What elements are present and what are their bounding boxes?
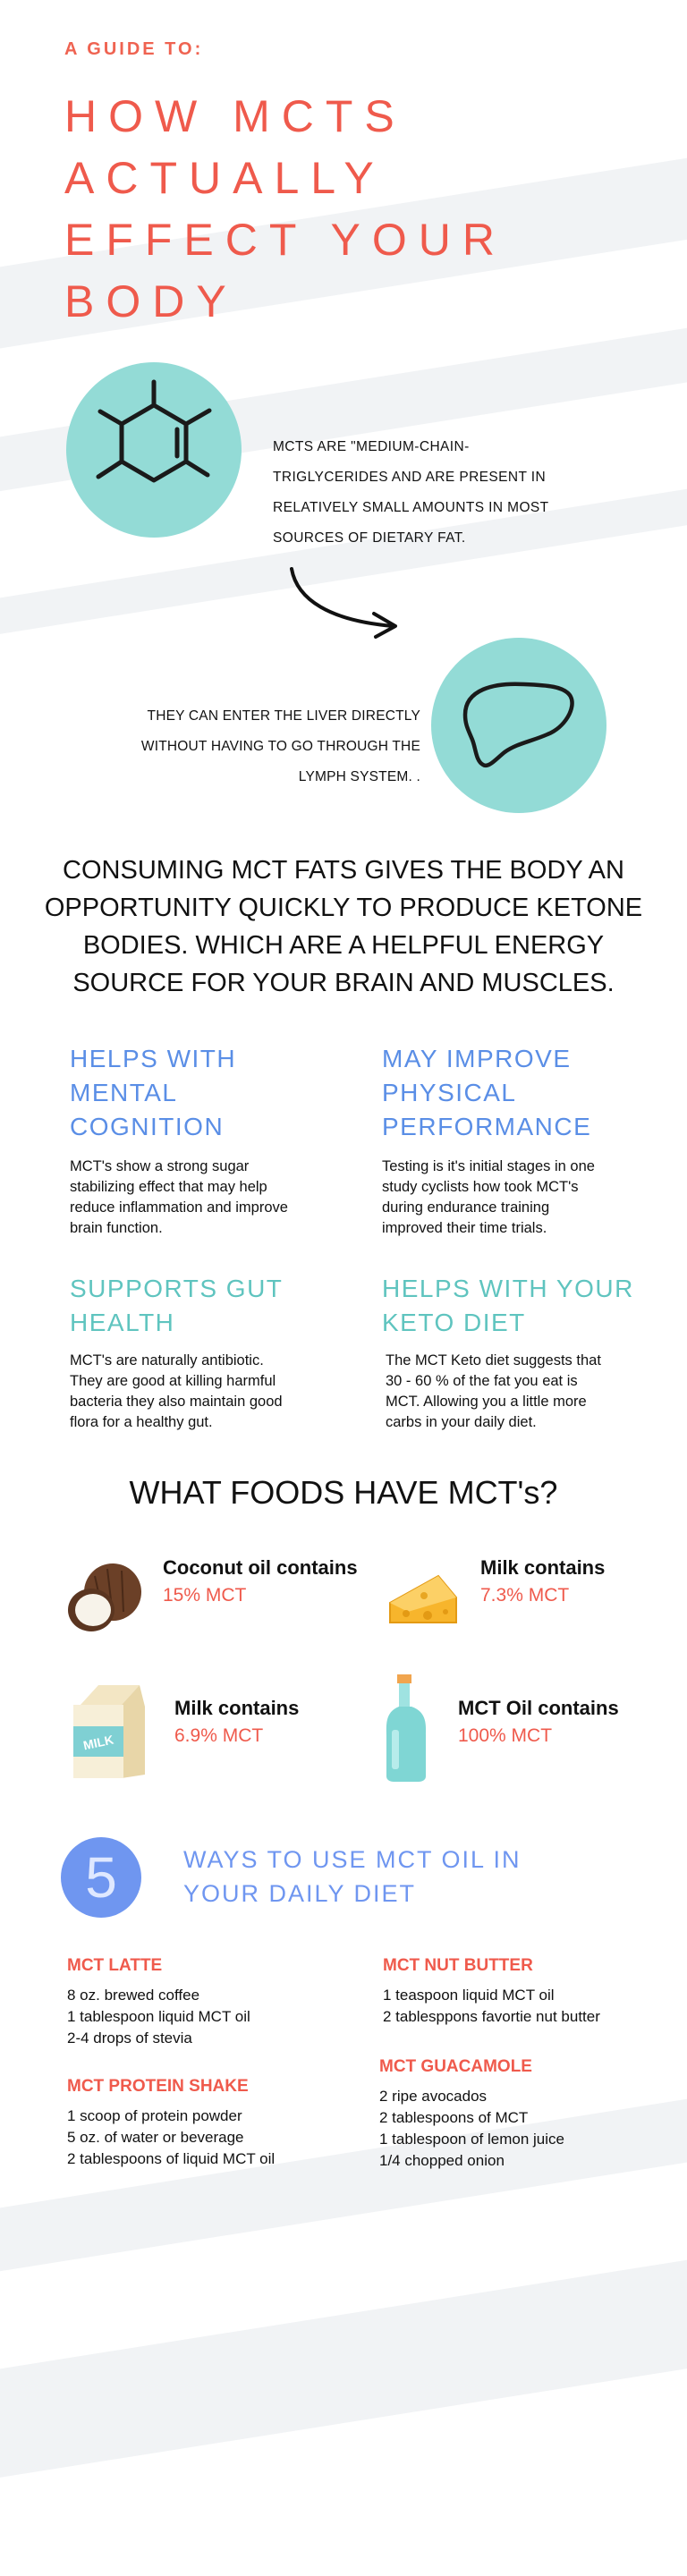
recipe-mct-protein-shake bbox=[67, 2077, 275, 2170]
recipe-mct-nut-butter bbox=[383, 1956, 600, 2028]
benefit-text-line: MCT's show a strong sugar bbox=[70, 1158, 250, 1174]
food-name: Coconut oil contains bbox=[163, 1556, 358, 1579]
recipe-ingredients bbox=[383, 1985, 600, 2028]
liver-line: THEY CAN ENTER THE LIVER DIRECTLY bbox=[147, 708, 420, 724]
intro-text bbox=[273, 432, 613, 554]
cheese-icon bbox=[385, 1567, 462, 1633]
headline-line: OPPORTUNITY QUICKLY TO PRODUCE KETONE bbox=[44, 894, 643, 922]
benefit-title-line: PERFORMANCE bbox=[382, 1113, 592, 1140]
liver-icon bbox=[431, 638, 606, 813]
headline-line: SOURCE FOR YOUR BRAIN AND MUSCLES. bbox=[72, 969, 615, 997]
food-mct-oil bbox=[458, 1697, 619, 1747]
benefit-text bbox=[382, 1351, 668, 1433]
benefit-card-cognition bbox=[70, 1042, 356, 1239]
ways-title-line: WAYS TO USE MCT OIL IN bbox=[183, 1846, 522, 1873]
benefit-text-line: MCT's are naturally antibiotic. bbox=[70, 1352, 264, 1368]
ingredient: 2 tablespoons of liquid MCT oil bbox=[67, 2150, 276, 2167]
food-milk-carton bbox=[174, 1697, 299, 1747]
title-line: HOW MCTS bbox=[64, 91, 406, 141]
benefit-title-line: COGNITION bbox=[70, 1113, 225, 1140]
food-percentage: 6.9% MCT bbox=[174, 1725, 264, 1746]
benefit-title bbox=[382, 1272, 668, 1340]
food-percentage: 100% MCT bbox=[458, 1725, 553, 1746]
ingredient: 2 tablesppons favortie nut butter bbox=[383, 2008, 600, 2025]
liver-text bbox=[98, 701, 420, 792]
ingredient: 1/4 chopped onion bbox=[379, 2152, 505, 2169]
food-percentage: 7.3% MCT bbox=[480, 1585, 570, 1606]
liver-circle bbox=[431, 638, 606, 813]
intro-line: RELATIVELY SMALL AMOUNTS IN MOST bbox=[273, 500, 549, 515]
recipe-mct-latte bbox=[67, 1956, 250, 2049]
intro-line: TRIGLYCERIDES AND ARE PRESENT IN bbox=[273, 470, 547, 485]
benefit-text-line: They are good at killing harmful bbox=[70, 1373, 276, 1389]
benefit-text bbox=[70, 1157, 356, 1239]
food-name: MCT Oil contains bbox=[458, 1697, 619, 1719]
benefit-text-line: The MCT Keto diet suggests that bbox=[386, 1352, 601, 1368]
food-name: Milk contains bbox=[174, 1697, 300, 1719]
benefit-card-gut-health bbox=[70, 1272, 356, 1433]
benefit-text-line: 30 - 60 % of the fat you eat is bbox=[386, 1373, 578, 1389]
benefit-title-line: KETO DIET bbox=[382, 1309, 526, 1336]
recipe-ingredients bbox=[67, 1985, 250, 2049]
benefit-text bbox=[382, 1157, 668, 1239]
ingredient: 2 ripe avocados bbox=[379, 2088, 488, 2105]
benefit-text-line: study cyclists how took MCT's bbox=[382, 1179, 579, 1195]
recipe-title: MCT PROTEIN SHAKE bbox=[67, 2077, 249, 2096]
milk-carton-label: MILK bbox=[81, 1732, 115, 1753]
headline-line: CONSUMING MCT FATS GIVES THE BODY AN bbox=[63, 856, 624, 885]
ways-title bbox=[183, 1843, 559, 1911]
benefit-title bbox=[70, 1272, 356, 1340]
benefit-card-performance bbox=[382, 1042, 668, 1239]
title-line: EFFECT YOUR bbox=[64, 215, 506, 265]
benefit-text-line: Testing is it's initial stages in one bbox=[382, 1158, 595, 1174]
title-line: ACTUALLY bbox=[64, 153, 386, 203]
benefit-text-line: bacteria they also maintain good bbox=[70, 1394, 283, 1410]
headline-line: BODIES. WHICH ARE A HELPFUL ENERGY bbox=[82, 931, 605, 960]
milk-carton-icon bbox=[66, 1678, 152, 1782]
liver-line: WITHOUT HAVING TO GO THROUGH THE bbox=[140, 739, 420, 754]
food-milk-cheese bbox=[480, 1556, 605, 1606]
ingredient: 1 scoop of protein powder bbox=[67, 2107, 242, 2124]
benefit-title-line: MENTAL bbox=[70, 1079, 178, 1106]
recipe-ingredients bbox=[379, 2086, 564, 2172]
curved-arrow-icon bbox=[284, 564, 410, 644]
liver-line: LYMPH SYSTEM. . bbox=[298, 769, 420, 784]
ways-number-badge: 5 bbox=[61, 1837, 141, 1918]
food-percentage: 15% MCT bbox=[163, 1585, 247, 1606]
benefit-title-line: PHYSICAL bbox=[382, 1079, 517, 1106]
benefit-text bbox=[70, 1351, 356, 1433]
molecule-circle bbox=[66, 362, 242, 538]
benefit-title-line: HEALTH bbox=[70, 1309, 175, 1336]
benefit-title-line: SUPPORTS GUT bbox=[70, 1275, 284, 1302]
title-line: BODY bbox=[64, 276, 238, 326]
intro-line: MCTS ARE "MEDIUM-CHAIN- bbox=[273, 439, 470, 454]
page-title bbox=[64, 86, 637, 333]
recipe-mct-guacamole bbox=[379, 2057, 564, 2172]
ingredient: 1 teaspoon liquid MCT oil bbox=[383, 1987, 555, 2004]
guide-subtitle: A GUIDE TO: bbox=[64, 39, 204, 59]
ingredient: 2-4 drops of stevia bbox=[67, 2029, 192, 2046]
ways-title-line: YOUR DAILY DIET bbox=[183, 1880, 417, 1907]
benefit-title-line: HELPS WITH YOUR bbox=[382, 1275, 634, 1302]
benefit-text-line: MCT. Allowing you a little more bbox=[386, 1394, 587, 1410]
benefit-card-keto-diet bbox=[382, 1272, 668, 1433]
benefit-text-line: during endurance training bbox=[382, 1199, 550, 1216]
recipe-title: MCT GUACAMOLE bbox=[379, 2057, 532, 2076]
benefit-text-line: flora for a healthy gut. bbox=[70, 1414, 213, 1430]
food-coconut bbox=[163, 1556, 358, 1606]
benefit-title-line: HELPS WITH bbox=[70, 1045, 237, 1072]
recipe-title: MCT LATTE bbox=[67, 1956, 163, 1975]
benefit-title bbox=[382, 1042, 668, 1144]
intro-line: SOURCES OF DIETARY FAT. bbox=[273, 530, 466, 546]
benefit-text-line: brain function. bbox=[70, 1220, 163, 1236]
benefit-title bbox=[70, 1042, 356, 1144]
benefit-text-line: stabilizing effect that may help bbox=[70, 1179, 267, 1195]
recipe-title: MCT NUT BUTTER bbox=[383, 1956, 533, 1975]
molecule-icon bbox=[66, 362, 242, 538]
ketone-headline bbox=[21, 852, 666, 1002]
coconut-icon bbox=[59, 1556, 157, 1637]
benefit-text-line: improved their time trials. bbox=[382, 1220, 547, 1236]
recipe-ingredients bbox=[67, 2106, 275, 2170]
ingredient: 1 tablespoon of lemon juice bbox=[379, 2131, 564, 2148]
ingredient: 1 tablespoon liquid MCT oil bbox=[67, 2008, 250, 2025]
food-name: Milk contains bbox=[480, 1556, 606, 1579]
benefit-text-line: carbs in your daily diet. bbox=[386, 1414, 537, 1430]
benefit-title-line: MAY IMPROVE bbox=[382, 1045, 572, 1072]
ingredient: 2 tablespoons of MCT bbox=[379, 2109, 529, 2126]
foods-title: WHAT FOODS HAVE MCT's? bbox=[129, 1474, 558, 1511]
benefit-text-line: reduce inflammation and improve bbox=[70, 1199, 288, 1216]
background-stripe bbox=[0, 2229, 687, 2503]
ingredient: 8 oz. brewed coffee bbox=[67, 1987, 200, 2004]
oil-bottle-icon bbox=[376, 1673, 438, 1784]
ingredient: 5 oz. of water or beverage bbox=[67, 2129, 244, 2146]
